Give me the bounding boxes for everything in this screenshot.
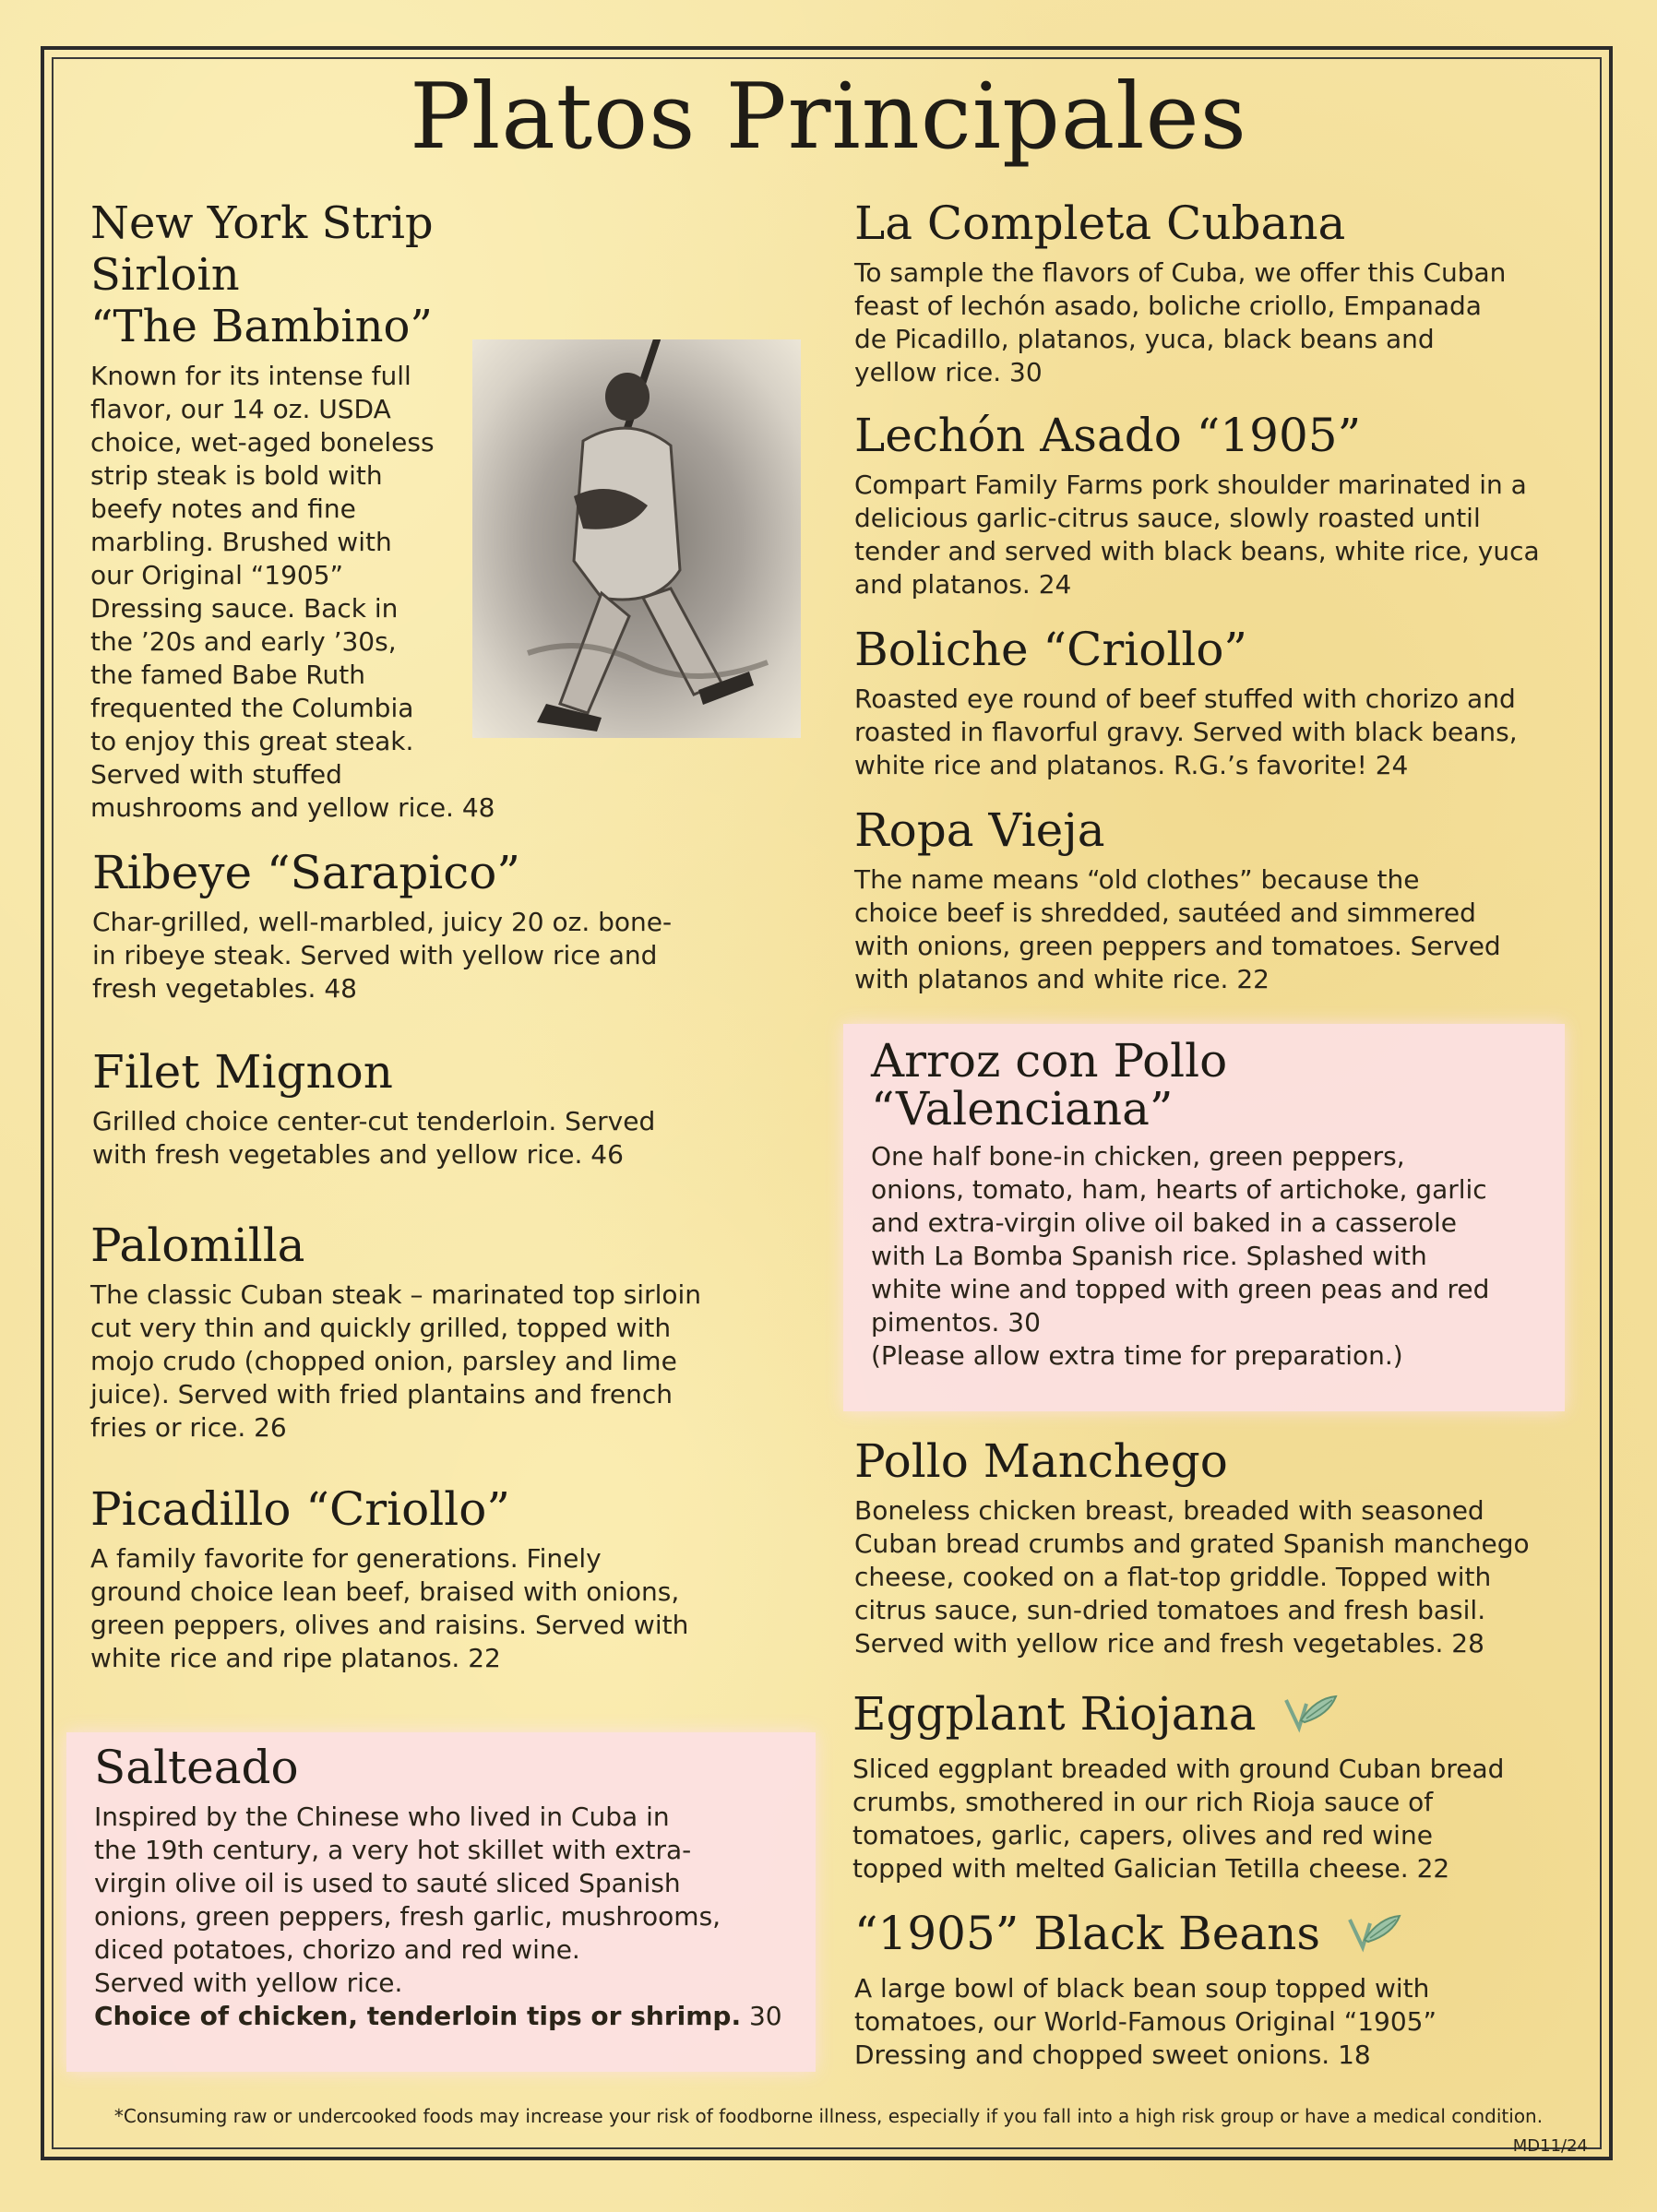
item-description: Grilled choice center-cut tenderloin. Served with fresh vegetables and yellow rice. 46 [92, 1106, 656, 1170]
item-name-row [854, 1908, 1592, 1965]
menu-item-pollo-manchego [854, 1435, 1592, 1660]
item-description: Roasted eye round of beef stuffed with chorizo and roasted in flavorful gravy. Served with black beans, white rice and platanos. R.G.’s favorite! 24 [854, 684, 1518, 780]
vegetarian-leaf-icon [1282, 1691, 1341, 1745]
item-choice: Choice of chicken, tenderloin tips or shrimp. [94, 2001, 742, 2031]
item-name: Arroz con Pollo “Valenciana” [871, 1034, 1228, 1136]
item-name: Eggplant Riojana [852, 1687, 1257, 1741]
item-name: Filet Mignon [92, 1045, 393, 1099]
menu-item-palomilla [90, 1219, 828, 1445]
menu-item-lechon-asado [854, 410, 1592, 601]
item-description: To sample the flavors of Cuba, we offer this Cuban feast of lechón asado, boliche criollo, Empanada de Picadillo, platanos, yuca, black beans and yellow rice. 30 [854, 257, 1507, 387]
item-description: Sliced eggplant breaded with ground Cuban bread crumbs, smothered in our rich Rioja sauce of tomatoes, garlic, capers, olives and red wine topped with melted Galician Tetilla cheese. 22 [852, 1753, 1505, 1884]
page-title: Platos Principales [410, 65, 1247, 170]
item-name: Lechón Asado “1905” [854, 409, 1362, 462]
menu-item-ny-strip [90, 197, 495, 825]
item-description-text: Inspired by the Chinese who lived in Cuba in the 19th century, a very hot skillet with extra- virgin olive oil is used to sauté sliced Spanish onions, green peppers, fresh garlic, mushrooms, diced potatoes, chorizo and red wine. Served with yellow rice. [94, 1802, 721, 1998]
item-description: Char-grilled, well-marbled, juicy 20 oz. bone- in ribeye steak. Served with yellow rice and fresh vegetables. 48 [92, 907, 673, 1004]
menu-code: MD11/24 [1512, 2136, 1588, 2156]
item-name: Salteado [94, 1741, 299, 1794]
item-description: A family favorite for generations. Finely ground choice lean beef, braised with onions, green peppers, olives and raisins. Served with white rice and ripe platanos. 22 [90, 1543, 689, 1673]
item-description: Boneless chicken breast, breaded with seasoned Cuban bread crumbs and grated Spanish manchego cheese, cooked on a flat-top griddle. Topped with citrus sauce, sun-dried tomatoes and fresh basil. Served with yellow rice and fresh vegetables. 28 [854, 1495, 1530, 1659]
item-name: Ropa Vieja [854, 803, 1105, 857]
item-name: Boliche “Criollo” [854, 623, 1247, 676]
item-name-row [852, 1688, 1591, 1745]
menu-item-black-beans [854, 1908, 1592, 2072]
item-name: Palomilla [90, 1219, 305, 1272]
menu-item-la-completa [854, 197, 1592, 389]
menu-item-arroz-con-pollo [871, 1034, 1572, 1373]
menu-item-boliche [854, 624, 1592, 782]
menu-item-ropa-vieja [854, 804, 1592, 996]
vegetarian-leaf-icon [1346, 1910, 1405, 1965]
item-price: 30 [741, 2001, 782, 2031]
menu-item-eggplant-riojana [852, 1688, 1591, 1885]
menu-item-picadillo [90, 1483, 828, 1675]
menu-item-ribeye [92, 847, 812, 1005]
item-name: Pollo Manchego [854, 1434, 1228, 1488]
item-name: Ribeye “Sarapico” [92, 846, 520, 899]
item-name: La Completa Cubana [854, 196, 1346, 250]
menu-item-salteado [94, 1742, 814, 2033]
item-description [94, 1801, 814, 2033]
item-description: One half bone-in chicken, green peppers, onions, tomato, ham, hearts of artichoke, garlic and extra-virgin olive oil baked in a casserole with La Bomba Spanish rice. Splashed with white wine and topped with green peas and red pimentos. 30 (Please allow extra time for preparation.) [871, 1141, 1490, 1371]
item-name: “1905” Black Beans [854, 1907, 1321, 1960]
health-disclaimer: *Consuming raw or undercooked foods may increase your risk of foodborne illness, especially if you fall into a high risk group or have a medical condition. [113, 2105, 1544, 2127]
item-name: Picadillo “Criollo” [90, 1482, 510, 1536]
item-name: New York Strip Sirloin “The Bambino” [90, 197, 434, 352]
item-description: A large bowl of black bean soup topped with tomatoes, our World-Famous Original “1905” Dressing and chopped sweet onions. 18 [854, 1972, 1436, 2070]
menu-item-filet-mignon [92, 1046, 812, 1171]
item-description: Known for its intense full flavor, our 14 oz. USDA choice, wet-aged boneless strip steak is bold with beefy notes and fine marbling. Brushed with our Original “1905” Dressing sauce. Back in the ’20s and early ’30s, the famed Babe Ruth frequented the Columbia to enjoy this great steak. Served with stuffed mushrooms and yellow rice. 48 [90, 361, 495, 823]
item-description: Compart Family Farms pork shoulder marinated in a delicious garlic-citrus sauce, slowly roasted until tender and served with black beans, white rice, yuca and platanos. 24 [854, 470, 1540, 600]
item-description: The name means “old clothes” because the choice beef is shredded, sautéed and simmered with onions, green peppers and tomatoes. Served with platanos and white rice. 22 [854, 864, 1501, 994]
item-description: The classic Cuban steak – marinated top sirloin cut very thin and quickly grilled, topped with mojo crudo (chopped onion, parsley and lime juice). Served with fried plantains and french fries or rice. 26 [90, 1279, 702, 1443]
